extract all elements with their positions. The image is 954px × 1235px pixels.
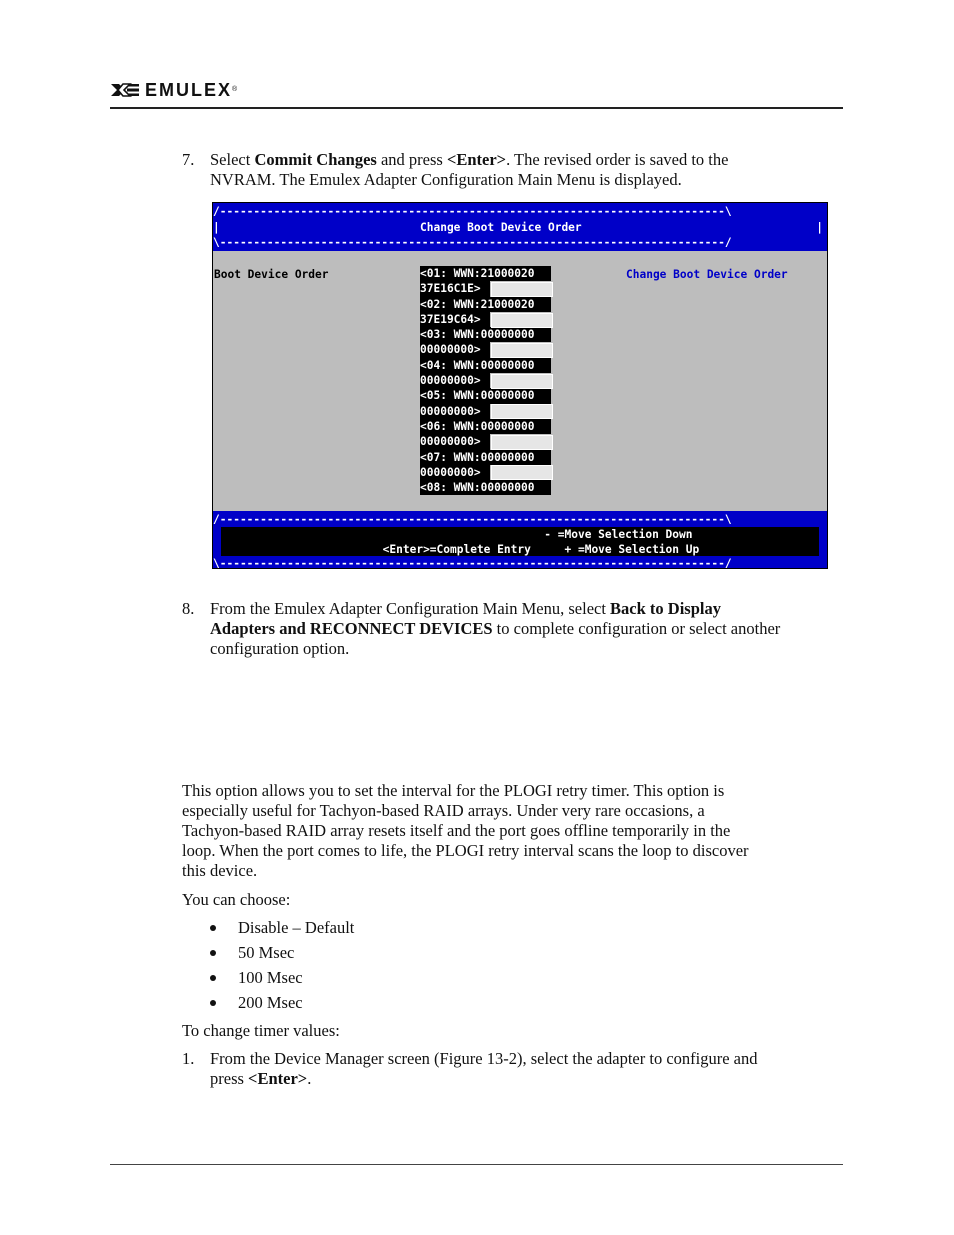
footer-rule bbox=[110, 1164, 843, 1165]
change-timer-label: To change timer values: bbox=[182, 1021, 340, 1040]
device-08-line1[interactable]: <08: WWN:00000000 bbox=[420, 480, 551, 495]
device-06-line2[interactable]: 00000000> bbox=[420, 434, 490, 449]
step-1-number: 1. bbox=[182, 1049, 195, 1068]
bullet-icon bbox=[210, 975, 216, 981]
device-04-field[interactable] bbox=[491, 374, 553, 389]
device-07-field[interactable] bbox=[491, 465, 553, 480]
device-01-line1[interactable]: <01: WWN:21000020 bbox=[420, 266, 551, 281]
bullet-icon bbox=[210, 950, 216, 956]
device-05-field[interactable] bbox=[491, 404, 553, 419]
title-row: | bbox=[213, 221, 220, 234]
option-50: 50 Msec bbox=[238, 943, 295, 962]
device-03-line2[interactable]: 00000000> bbox=[420, 342, 490, 357]
device-01-line2[interactable]: 37E16C1E> bbox=[420, 281, 490, 296]
footer-help-enter-up: <Enter>=Complete Entry + =Move Selection Up bbox=[221, 543, 700, 556]
brand-name: EMULEX® bbox=[145, 80, 238, 100]
option-100: 100 Msec bbox=[238, 968, 303, 987]
step-7-number: 7. bbox=[182, 150, 195, 169]
device-02-line2[interactable]: 37E19C64> bbox=[420, 312, 490, 327]
option-200: 200 Msec bbox=[238, 993, 303, 1012]
bullet-icon bbox=[210, 925, 216, 931]
device-06-line1[interactable]: <06: WWN:00000000 bbox=[420, 419, 551, 434]
device-07-line1[interactable]: <07: WWN:00000000 bbox=[420, 450, 551, 465]
emulex-mark-icon bbox=[110, 82, 140, 98]
header-rule bbox=[110, 107, 843, 109]
commit-changes-text: Commit Changes bbox=[254, 150, 377, 169]
title-bar: /---------------------------------------------------------------------------\ | Change Boot Device Order | \---------------------------------------------------------------------------/ bbox=[213, 203, 827, 251]
device-03-field[interactable] bbox=[491, 343, 553, 358]
boot-device-order-label: Boot Device Order bbox=[214, 268, 329, 281]
title-border-bottom: \---------------------------------------------------------------------------/ bbox=[213, 236, 732, 249]
option-disable: Disable – Default bbox=[238, 918, 355, 937]
emulex-logo bbox=[110, 80, 237, 100]
step-8-text: From the Emulex Adapter Configuration Main Menu, select Back to Display Adapters and RECONNECT DEVICES to complete configuration or select another configuration option. bbox=[210, 599, 781, 658]
step-1-text: From the Device Manager screen (Figure 13-2), select the adapter to configure and press <Enter>. bbox=[210, 1049, 758, 1088]
footer-border-bottom: \---------------------------------------------------------------------------/ bbox=[213, 557, 732, 570]
device-04-line1[interactable]: <04: WWN:00000000 bbox=[420, 358, 551, 373]
device-07-line2[interactable]: 00000000> bbox=[420, 465, 490, 480]
trademark-symbol: ® bbox=[232, 86, 238, 93]
back-to-display-text: Back to Display bbox=[610, 599, 721, 618]
device-06-field[interactable] bbox=[491, 435, 553, 450]
footer-border-top: /---------------------------------------------------------------------------\ bbox=[213, 513, 732, 526]
reconnect-devices-text: Adapters and RECONNECT DEVICES bbox=[210, 619, 493, 638]
enter-key-text: <Enter> bbox=[446, 150, 507, 169]
enter-key-text: <Enter> bbox=[248, 1069, 308, 1088]
device-01-field[interactable] bbox=[491, 282, 553, 297]
help-title: Change Boot Device Order bbox=[626, 268, 788, 281]
footer-help-down: - =Move Selection Down bbox=[221, 528, 693, 541]
step-8-number: 8. bbox=[182, 599, 195, 618]
device-03-line1[interactable]: <03: WWN:00000000 bbox=[420, 327, 551, 342]
device-05-line2[interactable]: 00000000> bbox=[420, 404, 490, 419]
device-02-line1[interactable]: <02: WWN:21000020 bbox=[420, 297, 551, 312]
title-border-top: /---------------------------------------------------------------------------\ bbox=[213, 205, 732, 218]
boot-device-order-screenshot bbox=[212, 202, 828, 569]
device-05-line1[interactable]: <05: WWN:00000000 bbox=[420, 388, 551, 403]
bullet-icon bbox=[210, 1000, 216, 1006]
device-02-field[interactable] bbox=[491, 313, 553, 328]
plogi-description: This option allows you to set the interval for the PLOGI retry timer. This option is especially useful for Tachyon-based RAID arrays. Under very rare occasions, a Tachyon-based RAID array resets itself and the port goes offline temporarily in the loop. When the port comes to life, the PLOGI retry interval scans the loop to discover this device. bbox=[182, 781, 749, 880]
choose-label: You can choose: bbox=[182, 890, 291, 909]
step-7-text: Select Commit Changes and press <Enter>. The revised order is saved to the NVRAM. The Emulex Adapter Configuration Main Menu is displayed. bbox=[210, 150, 729, 189]
footer-bar bbox=[213, 511, 827, 568]
content-area bbox=[213, 251, 827, 511]
screen-title: Change Boot Device Order bbox=[420, 221, 582, 234]
device-04-line2[interactable]: 00000000> bbox=[420, 373, 490, 388]
